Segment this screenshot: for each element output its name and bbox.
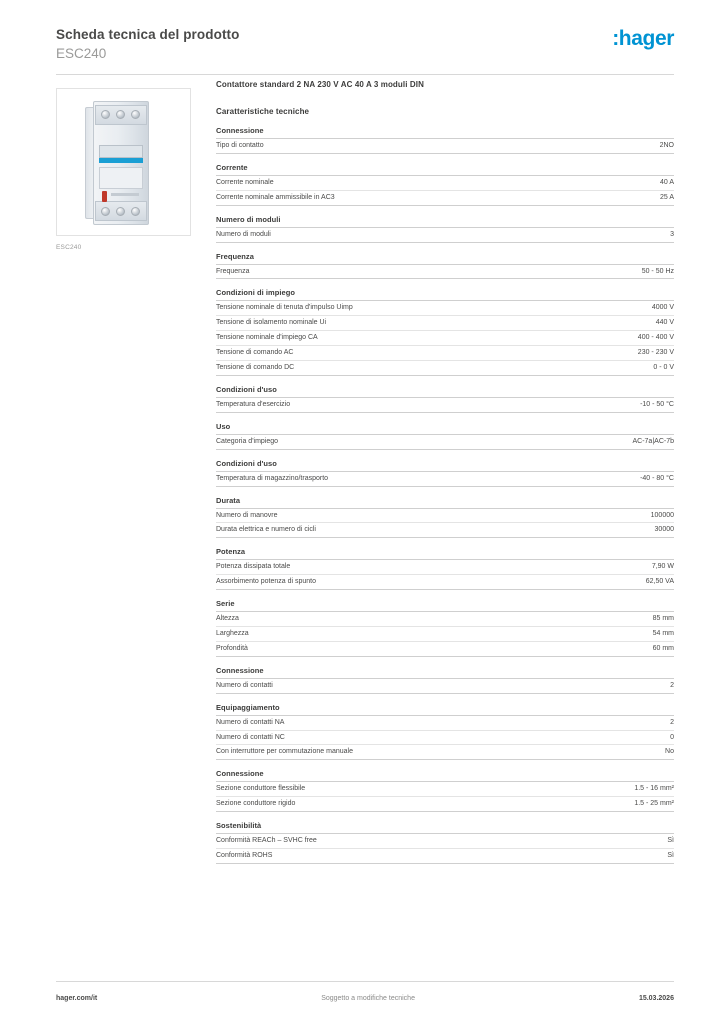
spec-group-title: Potenza — [216, 547, 674, 560]
spec-group — [216, 422, 674, 450]
spec-label: Sezione conduttore rigido — [216, 800, 296, 808]
contactor-blue-stripe — [99, 158, 143, 163]
spec-value: 7,90 W — [651, 563, 674, 571]
spec-label: Categoria d'impiego — [216, 437, 279, 445]
spec-row — [216, 316, 674, 331]
terminal-screw-icon — [101, 110, 110, 119]
spec-row — [216, 716, 674, 731]
spec-label: Corrente nominale ammissibile in AC3 — [216, 193, 335, 201]
spec-value: 30000 — [654, 526, 674, 534]
spec-value: 0 - 0 V — [653, 364, 674, 372]
spec-group — [216, 666, 674, 694]
spec-label: Tipo di contatto — [216, 142, 264, 149]
spec-row — [216, 139, 674, 154]
header-divider — [56, 74, 674, 75]
spec-label: Larghezza — [216, 630, 249, 638]
spec-row — [216, 834, 674, 849]
spec-group — [216, 163, 674, 206]
spec-label: Corrente nominale — [216, 178, 274, 186]
spec-label: Con interruttore per commutazione manuale — [216, 748, 353, 756]
spec-row — [216, 265, 674, 280]
spec-value: 400 - 400 V — [637, 334, 674, 342]
spec-label: Numero di moduli — [216, 230, 271, 238]
spec-row — [216, 191, 674, 206]
spec-group — [216, 126, 674, 154]
spec-label: Tensione nominale d'impiego CA — [216, 334, 318, 342]
spec-label: Numero di contatti — [216, 681, 273, 689]
spec-group-title: Equipaggiamento — [216, 703, 674, 716]
spec-value: 0 — [670, 733, 674, 741]
spec-label: Numero di manovre — [216, 511, 278, 519]
product-image-column — [56, 80, 196, 873]
spec-group-title: Condizioni di impiego — [216, 288, 674, 301]
product-image-caption: ESC240 — [56, 244, 82, 251]
spec-row — [216, 435, 674, 450]
spec-value: 1.5 - 16 mm² — [634, 785, 674, 793]
spec-label: Sezione conduttore flessibile — [216, 785, 306, 793]
header-titles — [56, 24, 239, 63]
spec-value: 100000 — [650, 511, 674, 519]
spec-value: -40 - 80 °C — [640, 474, 674, 482]
spec-value: No — [665, 748, 674, 756]
page-content — [0, 64, 724, 873]
spec-value: 40 A — [659, 178, 674, 186]
product-heading: Contattore standard 2 NA 230 V AC 40 A 3 moduli DIN — [216, 80, 424, 89]
footer-date: 15.03.2026 — [638, 995, 674, 1002]
spec-group — [216, 821, 674, 864]
spec-row — [216, 301, 674, 316]
spec-group — [216, 703, 674, 761]
spec-label: Tensione di comando AC — [216, 349, 294, 357]
spec-groups — [216, 126, 674, 864]
contactor-slot — [111, 193, 139, 196]
spec-value: 25 A — [659, 193, 674, 201]
spec-value: 3 — [670, 230, 674, 238]
spec-group-title: Condizioni d'uso — [216, 459, 674, 472]
product-image — [56, 88, 191, 236]
spec-value: 54 mm — [652, 630, 674, 638]
spec-group — [216, 215, 674, 243]
spec-label: Durata elettrica e numero di cicli — [216, 526, 316, 534]
spec-label: Temperatura d'esercizio — [216, 400, 291, 408]
spec-value: 2 — [670, 681, 674, 689]
spec-group-title: Uso — [216, 422, 674, 435]
spec-group — [216, 385, 674, 413]
spec-group — [216, 288, 674, 375]
spec-group-title: Durata — [216, 496, 674, 509]
page-subtitle: ESC240 — [56, 46, 107, 62]
spec-row — [216, 398, 674, 413]
spec-row — [216, 472, 674, 487]
spec-row — [216, 642, 674, 657]
spec-group-title: Connessione — [216, 126, 674, 139]
spec-row — [216, 509, 674, 524]
spec-group — [216, 547, 674, 590]
page-title: Scheda tecnica del prodotto — [56, 27, 240, 42]
spec-label: Conformità REACh – SVHC free — [216, 837, 317, 845]
spec-row — [216, 176, 674, 191]
spec-row — [216, 331, 674, 346]
terminal-screw-icon — [101, 207, 110, 216]
spec-value: 50 - 50 Hz — [641, 267, 674, 275]
spec-value: 60 mm — [652, 644, 674, 652]
spec-group-title: Numero di moduli — [216, 215, 674, 228]
spec-row — [216, 361, 674, 376]
contactor-window — [99, 145, 143, 158]
spec-row — [216, 679, 674, 694]
spec-row — [216, 346, 674, 361]
spec-row — [216, 849, 674, 864]
spec-label: Altezza — [216, 615, 239, 623]
terminal-screw-icon — [116, 207, 125, 216]
spec-value: 62,50 VA — [645, 578, 674, 586]
spec-label: Tensione di comando DC — [216, 364, 295, 372]
spec-label: Assorbimento potenza di spunto — [216, 578, 317, 586]
spec-value: 2 — [670, 718, 674, 726]
spec-value: 1.5 - 25 mm² — [634, 800, 674, 808]
spec-value: Sì — [667, 852, 674, 860]
spec-group-title: Connessione — [216, 769, 674, 782]
spec-group — [216, 599, 674, 657]
terminal-screw-icon — [131, 110, 140, 119]
spec-value: 440 V — [655, 319, 674, 327]
spec-group-title: Frequenza — [216, 252, 674, 265]
spec-group — [216, 252, 674, 280]
spec-group-title: Condizioni d'uso — [216, 385, 674, 398]
hager-logo: :hager — [612, 27, 674, 50]
spec-group-title: Sostenibilità — [216, 821, 674, 834]
spec-group — [216, 459, 674, 487]
spec-value: 2NO — [659, 142, 674, 149]
specifications-column — [196, 80, 674, 873]
spec-row — [216, 745, 674, 760]
page-footer — [56, 995, 674, 1002]
contactor-illustration — [85, 101, 159, 225]
terminal-screw-icon — [116, 110, 125, 119]
footer-divider — [56, 981, 674, 982]
spec-value: 85 mm — [652, 615, 674, 623]
spec-group — [216, 769, 674, 812]
spec-row — [216, 797, 674, 812]
spec-row — [216, 627, 674, 642]
spec-group-title: Connessione — [216, 666, 674, 679]
contactor-label-area — [99, 167, 143, 189]
spec-label: Potenza dissipata totale — [216, 563, 291, 571]
section-title-technical: Caratteristiche tecniche — [216, 107, 310, 116]
spec-row — [216, 575, 674, 590]
spec-label: Frequenza — [216, 267, 250, 275]
spec-value: -10 - 50 °C — [640, 400, 674, 408]
spec-value: AC-7a|AC-7b — [632, 437, 674, 445]
spec-label: Conformità ROHS — [216, 852, 273, 860]
spec-label: Numero di contatti NA — [216, 718, 285, 726]
spec-value: 230 - 230 V — [637, 349, 674, 357]
spec-group-title: Corrente — [216, 163, 674, 176]
spec-group-title: Serie — [216, 599, 674, 612]
spec-label: Profondità — [216, 644, 248, 652]
spec-value: 4000 V — [651, 304, 674, 312]
terminal-screw-icon — [131, 207, 140, 216]
footer-disclaimer: Soggetto a modifiche tecniche — [321, 995, 415, 1002]
contactor-indicator — [102, 191, 107, 202]
spec-label: Tensione nominale di tenuta d'impulso Uimp — [216, 304, 353, 312]
spec-row — [216, 782, 674, 797]
spec-label: Numero di contatti NC — [216, 733, 285, 741]
spec-row — [216, 523, 674, 538]
spec-row — [216, 731, 674, 746]
spec-row — [216, 560, 674, 575]
spec-row — [216, 228, 674, 243]
footer-website[interactable]: hager.com/it — [56, 995, 98, 1002]
page-header — [0, 0, 724, 64]
spec-group — [216, 496, 674, 539]
spec-value: Sì — [667, 837, 674, 845]
spec-label: Temperatura di magazzino/trasporto — [216, 474, 329, 482]
spec-row — [216, 612, 674, 627]
spec-label: Tensione di isolamento nominale Ui — [216, 319, 327, 327]
